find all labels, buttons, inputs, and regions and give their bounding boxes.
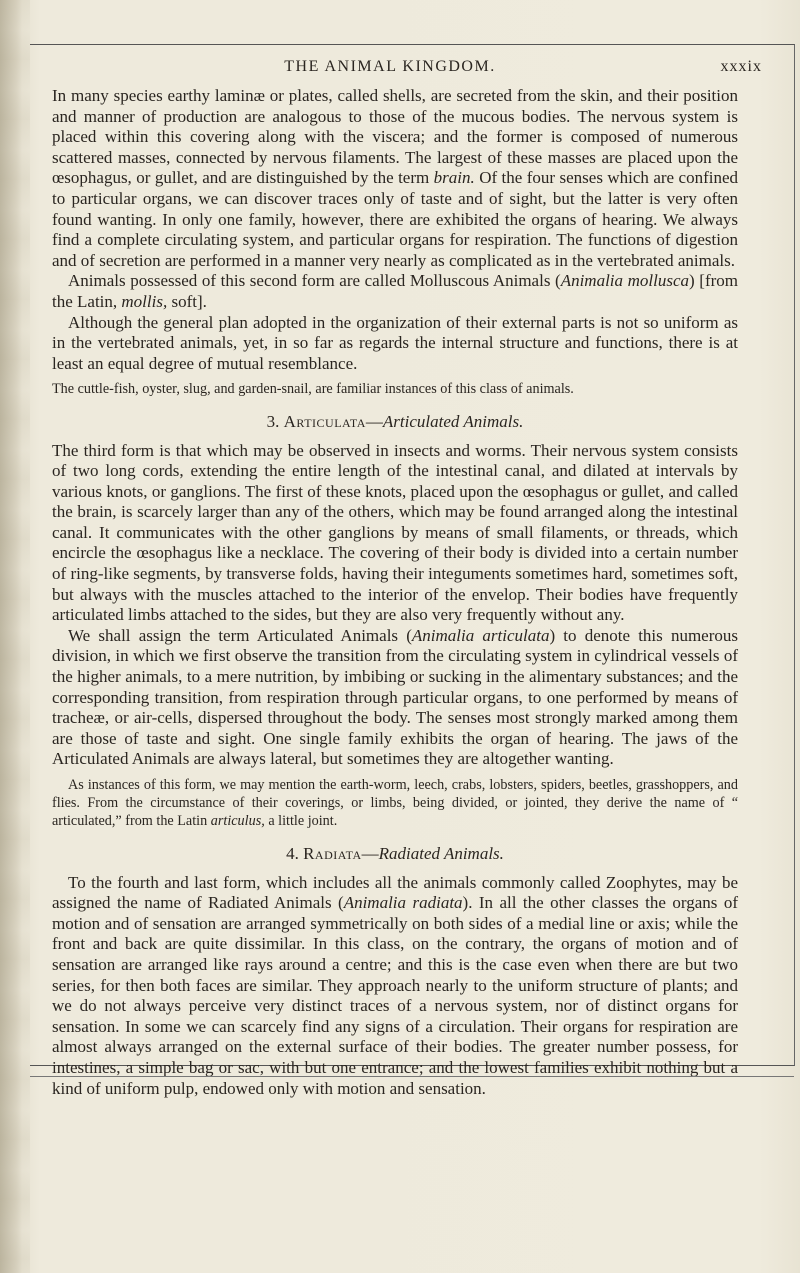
section-heading-radiata: 4. Radiata—Radiated Animals. <box>286 843 504 863</box>
paragraph-articulata-structure: The third form is that which may be observed in insects and worms. Their nervous system consists of two long cords, extending the entire length of the intestinal canal, and dilated at intervals by various knots, or ganglions. The first of these knots, placed upon the œsophagus or gullet, and called the brain, is scarcely larger than any of the others, which may be found arranged along the intestinal canal. It communicates with the other ganglions by means of small filaments, or threads, which encircle the œsophagus like a necklace. The covering of their body is divided into a certain number of ring-like segments, by transverse folds, having their integuments sometimes hard, sometimes soft, but always with the muscles attached to the interior of the envelop. Their bodies have frequently articulated limbs attached to the sides, but they are also very frequently without any. <box>52 440 738 625</box>
section-heading-articulata: 3. Articulata—Articulated Animals. <box>266 411 524 431</box>
paper-stain <box>0 0 30 1273</box>
paragraph-molluscs-name: Animals possessed of this second form are called Molluscous Animals (Animalia mollusca) [from the Latin, mollis, soft]. <box>52 271 739 311</box>
paragraph-articulata-name: We shall assign the term Articulated Animals (Animalia articulata) to denote this numerous division, in which we first observe the transition from the circulating system in cylindrical vessels of the higher animals, to a mere nutrition, by imbibing or sucking in the alimentary substances; and the corresponding transition, from respiration through particular organs, to one performed by means of tracheæ, or air-cells, dispersed throughout the body. The senses most strongly marked among them are those of taste and sight. One single family exhibits the organ of hearing. The jaws of the Articulated Animals are always lateral, but sometimes they are altogether wanting. <box>52 625 738 769</box>
page-header <box>40 58 762 80</box>
running-head: THE ANIMAL KINGDOM. <box>284 58 496 75</box>
page-number: xxxix <box>720 58 762 75</box>
paragraph-radiata: To the fourth and last form, which includes all the animals commonly called Zoophytes, may be assigned the name of Radiated Animals (Animalia radiata). In all the other classes the organs of motion and of sensation are arranged symmetrically on both sides of a medial line or axis; while the front and back are quite dissimilar. In this class, on the contrary, the organs of motion and of sensation are arranged like rays around a centre; and this is the case even when there are but two series, for then both faces are similar. They approach nearly to the uniform structure of plants; and we do not always perceive very distinct traces of a nervous system, nor of distinct organs for sensation. In some we can scarcely find any signs of a circulation. Their organs for respiration are almost always arranged on the external surface of their bodies. The greater number possess, for intestines, a simple bag or sac, with but one entrance; and the lowest families exhibit nothing but a kind of uniform pulp, endowed only with motion and sensation. <box>52 872 738 1098</box>
note-molluscs-examples: The cuttle-fish, oyster, slug, and garden-snail, are familiar instances of this class of animals. <box>52 381 574 398</box>
paragraph-molluscs-structure: In many species earthy laminæ or plates, called shells, are secreted from the skin, and their position and manner of production are analogous to those of the mucous bodies. The nervous system is placed within this covering along with the viscera; and the former is composed of numerous scattered masses, connected by nervous filaments. The largest of these masses are placed upon the œsophagus, or gullet, and are distinguished by the term brain. Of the four senses which are confined to particular organs, we can discover traces only of taste and of sight, but the latter is very often found wanting. In only one family, however, there are exhibited the organs of hearing. We always find a complete circulating system, and particular organs for respiration. The functions of digestion and of secretion are performed in a manner very nearly as complicated as in the vertebrated animals. <box>52 86 738 270</box>
bottom-rule <box>30 1076 794 1077</box>
page-body <box>52 86 738 1099</box>
paragraph-molluscs-plan: Although the general plan adopted in the organization of their external parts is not so uniform as in the vertebrated animals, yet, in so far as regards the internal structure and functions, there is at least an equal degree of mutual resemblance. <box>52 312 738 373</box>
note-articulata-examples: As instances of this form, we may mention the earth-worm, leech, crabs, lobsters, spiders, beetles, grasshoppers, and flies. From the circumstance of their coverings, or limbs, being divided, or jointed, they derive the name of “ articulated,” from the Latin articulus, a little joint. <box>52 777 738 830</box>
